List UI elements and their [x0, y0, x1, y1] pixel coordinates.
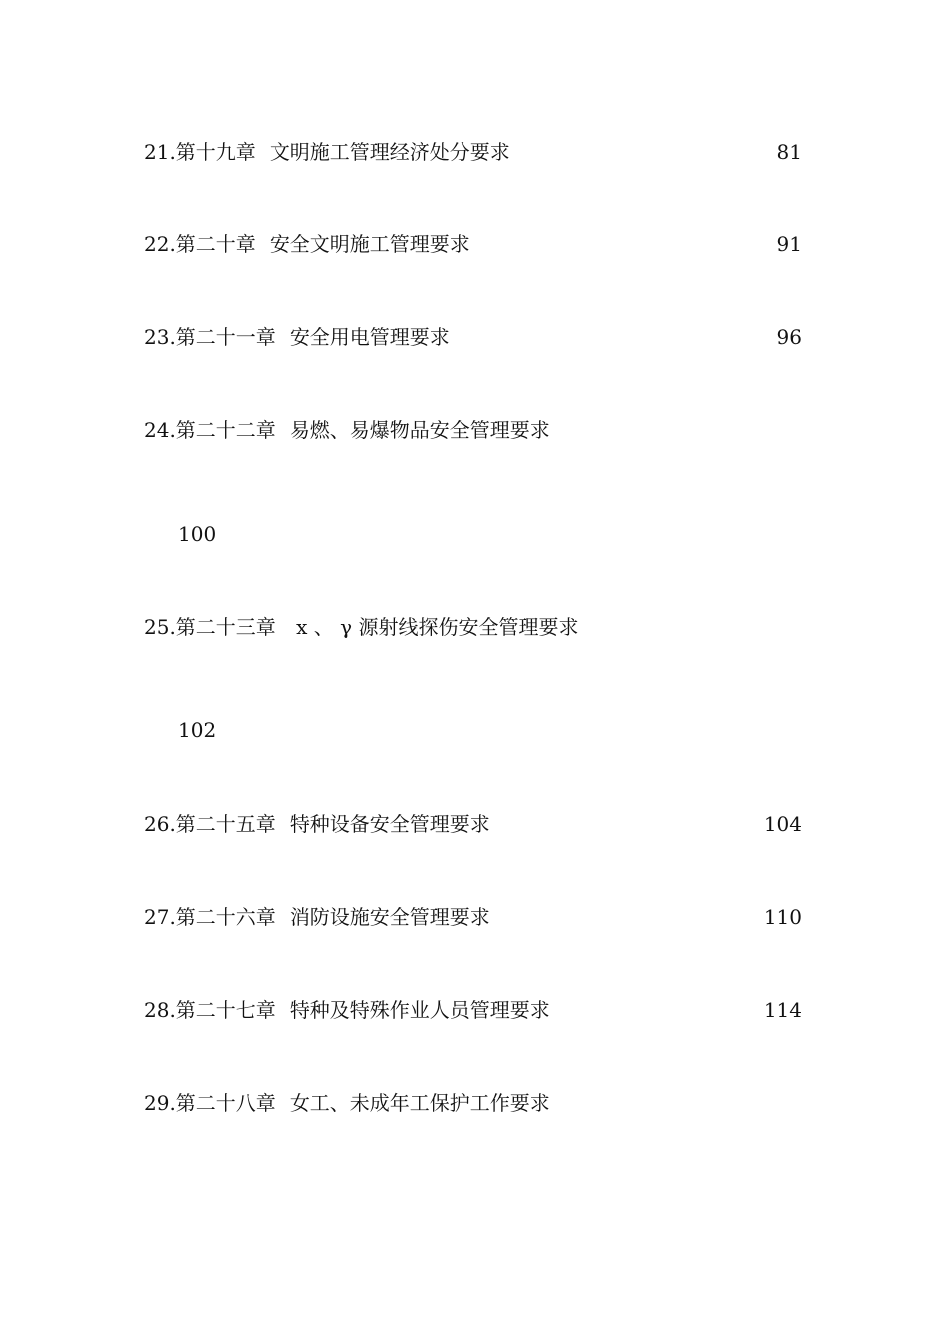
toc-entry-text [144, 995, 550, 1025]
toc-entry-title: 特种及特殊作业人员管理要求 [289, 998, 550, 1022]
toc-entry-page: 91 [776, 232, 802, 256]
toc-entry-page: 96 [776, 325, 802, 349]
toc-entry-title: 易燃、易爆物品安全管理要求 [289, 418, 550, 442]
toc-entry-page: 100 [178, 522, 217, 546]
toc-entry-21[interactable] [0, 137, 950, 167]
toc-entry-label: 28.第二十七章 [144, 998, 276, 1022]
toc-entry-page: 104 [763, 812, 802, 836]
toc-entry-27[interactable] [0, 902, 950, 932]
toc-entry-text [144, 1088, 550, 1118]
toc-entry-label: 23.第二十一章 [144, 325, 276, 349]
toc-entry-text [144, 415, 550, 445]
toc-entry-22[interactable] [0, 229, 950, 259]
toc-entry-label: 21.第十九章 [144, 140, 256, 164]
toc-entry-text [144, 612, 578, 642]
toc-entry-text [144, 322, 450, 352]
toc-entry-page: 114 [763, 998, 802, 1022]
toc-entry-28[interactable] [0, 995, 950, 1025]
toc-entry-label: 29.第二十八章 [144, 1091, 276, 1115]
toc-entry-title: 消防设施安全管理要求 [289, 905, 490, 929]
toc-entry-24-page-line [0, 519, 950, 549]
toc-entry-title: 安全用电管理要求 [289, 325, 450, 349]
toc-entry-title: 特种设备安全管理要求 [289, 812, 490, 836]
toc-entry-title: x 、 γ 源射线探伤安全管理要求 [289, 615, 579, 639]
toc-entry-29[interactable] [0, 1088, 950, 1118]
toc-entry-23[interactable] [0, 322, 950, 352]
toc-entry-page: 102 [178, 718, 217, 742]
toc-entry-25-page-line [0, 715, 950, 745]
toc-entry-label: 24.第二十二章 [144, 418, 276, 442]
toc-entry-25[interactable] [0, 612, 950, 642]
toc-entry-text [144, 902, 490, 932]
toc-entry-label: 26.第二十五章 [144, 812, 276, 836]
toc-entry-label: 22.第二十章 [144, 232, 256, 256]
toc-entry-text [144, 229, 470, 259]
toc-entry-page: 110 [763, 905, 802, 929]
toc-entry-label: 25.第二十三章 [144, 615, 276, 639]
toc-entry-title: 安全文明施工管理要求 [269, 232, 470, 256]
toc-entry-24[interactable] [0, 415, 950, 445]
toc-entry-label: 27.第二十六章 [144, 905, 276, 929]
toc-entry-26[interactable] [0, 809, 950, 839]
toc-entry-title: 文明施工管理经济处分要求 [269, 140, 510, 164]
toc-entry-page: 81 [776, 140, 802, 164]
toc-entry-title: 女工、未成年工保护工作要求 [289, 1091, 550, 1115]
toc-entry-text [144, 137, 510, 167]
toc-entry-text [144, 809, 490, 839]
